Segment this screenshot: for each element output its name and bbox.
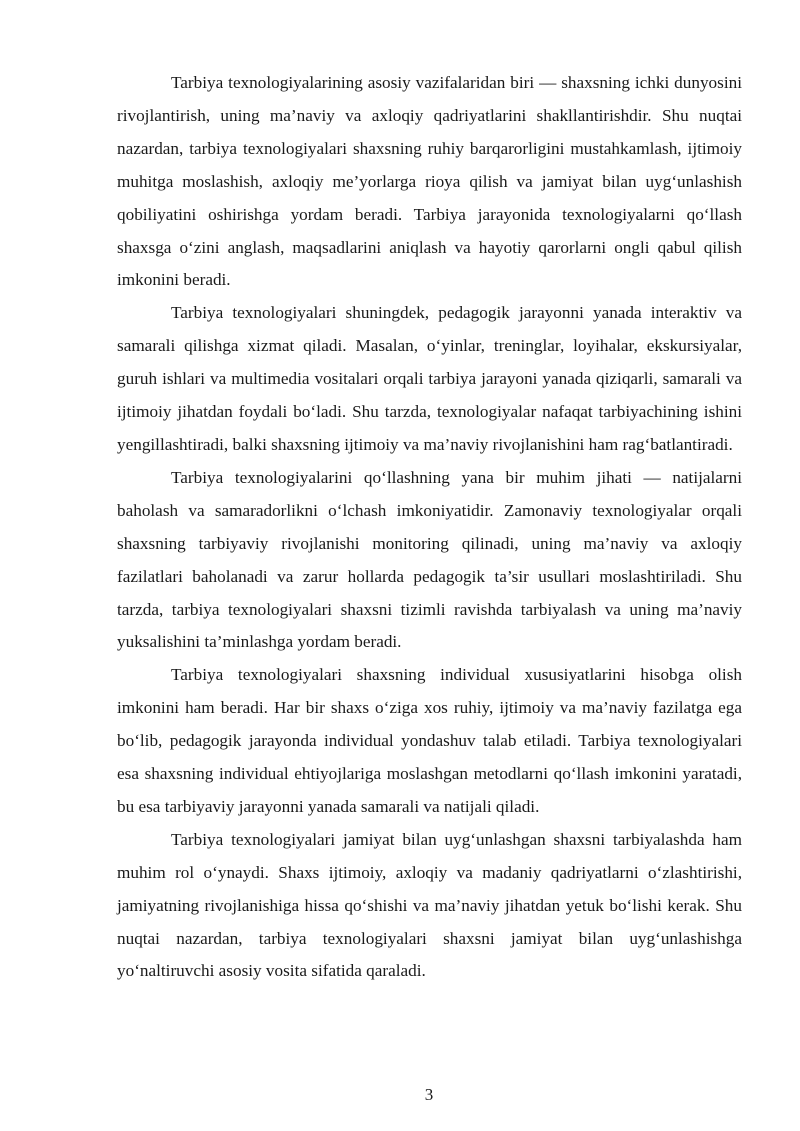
body-text [117, 67, 742, 988]
page-number: 3 [424, 1085, 434, 1104]
paragraph-3: Tarbiya texnologiyalarini qo‘llashning yana bir muhim jihati — natijalarni baholash va samaradorlikni o‘lchash imkoniyatidir. Zamonaviy texnologiyalar orqali shaxsning tarbiyaviy rivojlanishi monitoring qilinadi, uning ma’naviy va axloqiy fazilatlari baholanadi va zarur hollarda pedagogik ta’sir usullari moslashtiriladi. Shu tarzda, tarbiya texnologiyalari shaxsni tizimli ravishda tarbiyalash va uning ma’naviy yuksalishini ta’minlashga yordam beradi. [117, 467, 742, 652]
paragraph-4: Tarbiya texnologiyalari shaxsning individual xususiyatlarini hisobga olish imkonini ham beradi. Har bir shaxs o‘ziga xos ruhiy, ijtimoiy va ma’naviy fazilatga ega bo‘lib, pedagogik jarayonda individual yondashuv talab etiladi. Tarbiya texnologiyalari esa shaxsning individual ehtiyojlariga moslashgan metodlarni qo‘llash imkonini yaratadi, bu esa tarbiyaviy jarayonni yanada samarali va natijali qiladi. [117, 665, 742, 816]
paragraph-2: Tarbiya texnologiyalari shuningdek, pedagogik jarayonni yanada interaktiv va samarali qilishga xizmat qiladi. Masalan, o‘yinlar, treninglar, loyihalar, ekskursiyalar, guruh ishlari va multimedia vositalari orqali tarbiya jarayoni yanada qiziqarli, samarali va ijtimoiy jihatdan foydali bo‘ladi. Shu tarzda, texnologiyalar nafaqat tarbiyachining ishini yengillashtiradi, balki shaxsning ijtimoiy va ma’naviy rivojlanishini ham rag‘batlantiradi. [117, 303, 742, 454]
paragraph-5: Tarbiya texnologiyalari jamiyat bilan uyg‘unlashgan shaxsni tarbiyalashda ham muhim rol o‘ynaydi. Shaxs ijtimoiy, axloqiy va madaniy qadriyatlarni o‘zlashtirishi, jamiyatning rivojlanishiga hissa qo‘shishi va ma’naviy jihatdan yetuk bo‘lishi kerak. Shu nuqtai nazardan, tarbiya texnologiyalari shaxsni jamiyat bilan uyg‘unlashishga yo‘naltiruvchi asosiy vosita sifatida qaraladi. [117, 829, 742, 981]
paragraph-1: Tarbiya texnologiyalarining asosiy vazifalaridan biri — shaxsning ichki dunyosini rivojlantirish, uning ma’naviy va axloqiy qadriyatlarini shakllantirishdir. Shu nuqtai nazardan, tarbiya texnologiyalari shaxsning ruhiy barqarorligini mustahkamlash, ijtimoiy muhitga moslashish, axloqiy me’yorlarga rioya qilish va jamiyat bilan uyg‘unlashish qobiliyatini oshirishga yordam beradi. Tarbiya jarayonida texnologiyalarni qo‘llash shaxsga o‘zini anglash, maqsadlarini aniqlash va hayotiy qarorlarni ongli qabul qilish imkonini beradi. [117, 73, 742, 290]
